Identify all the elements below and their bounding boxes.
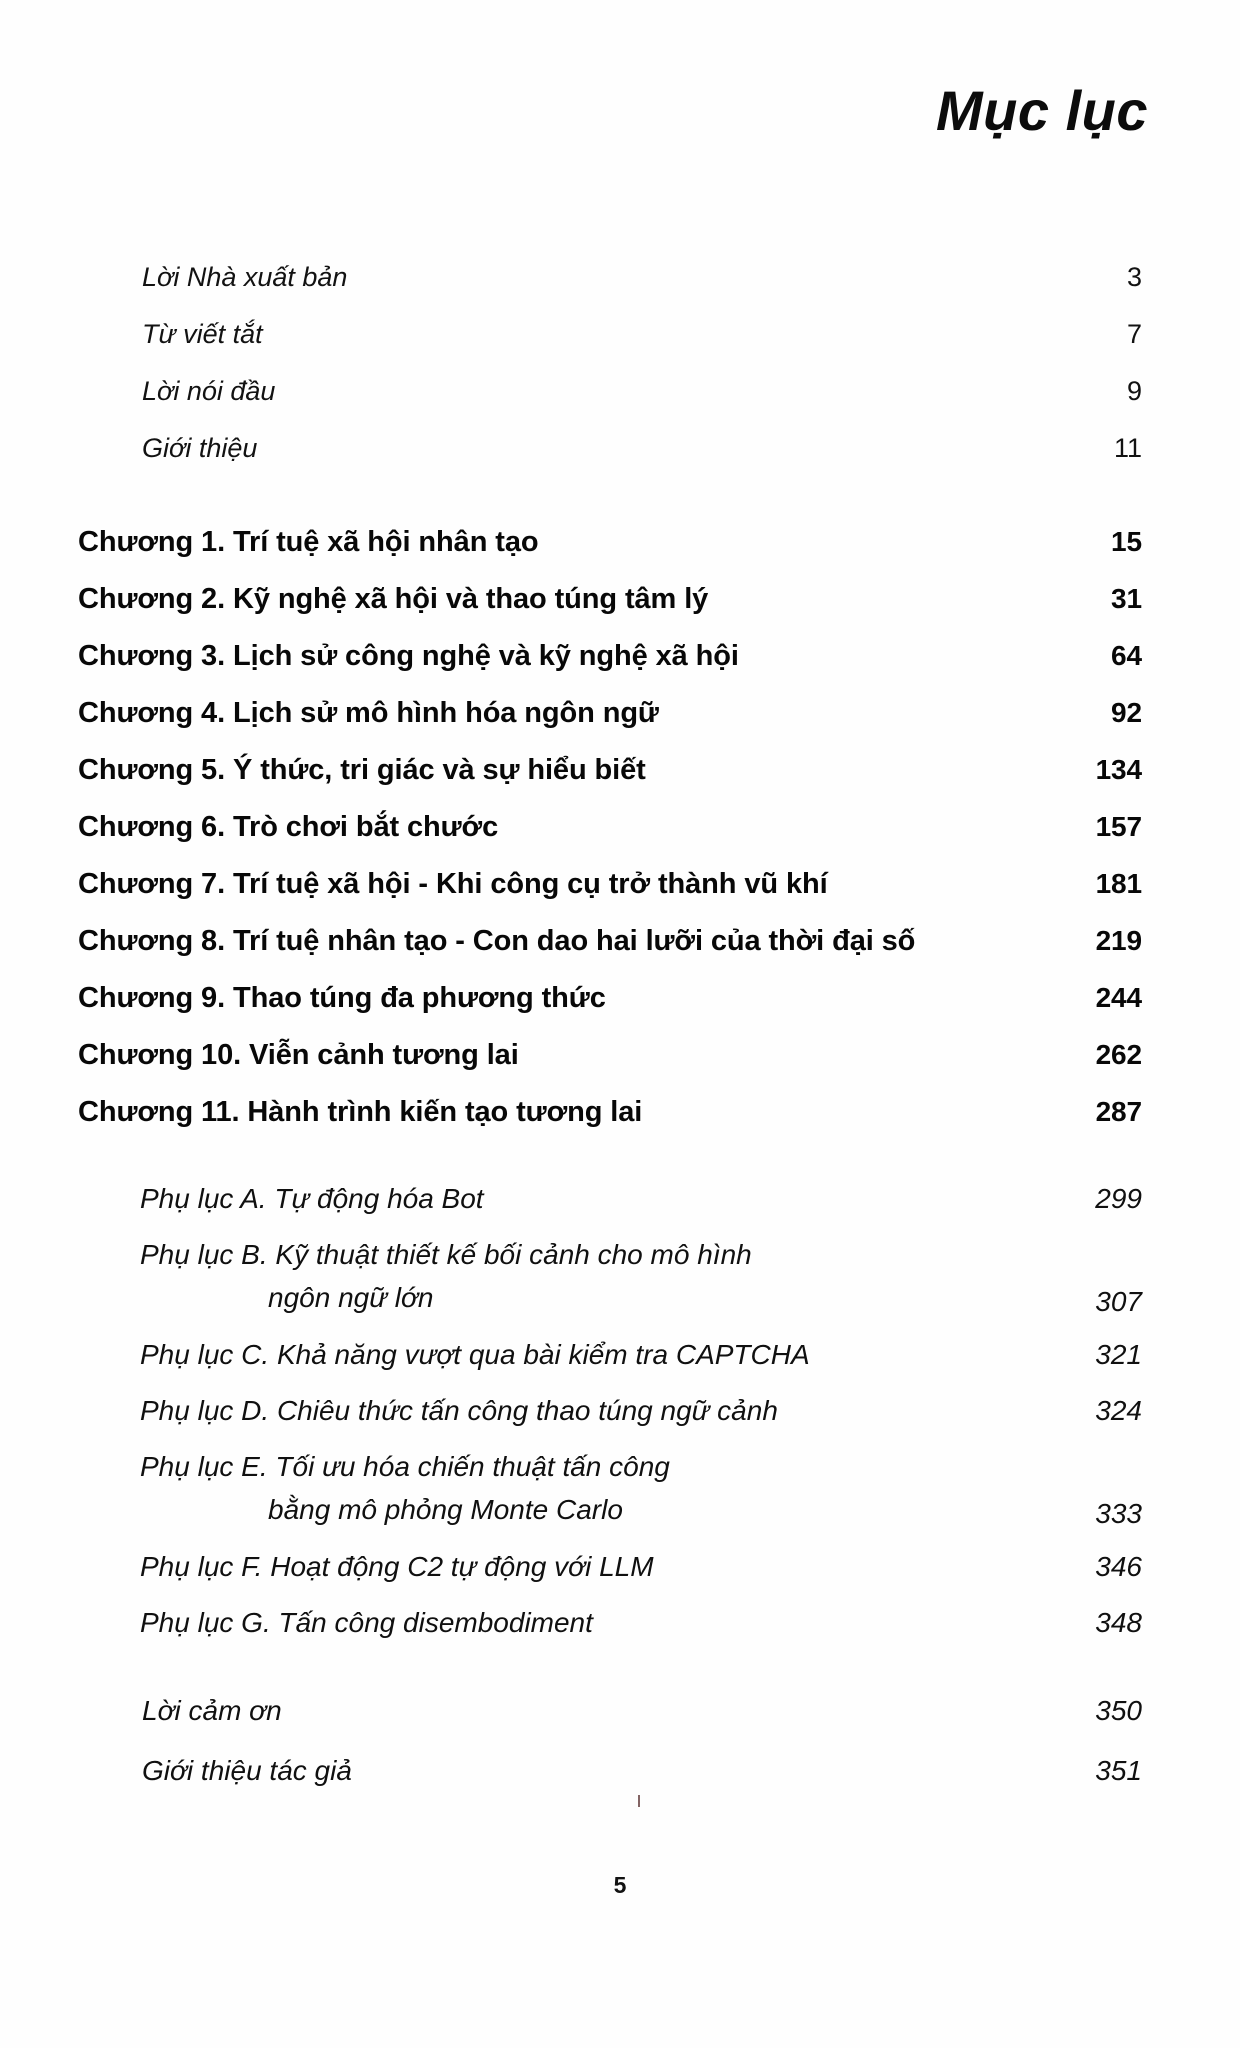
toc-appendix-entry[interactable] (140, 1607, 1142, 1663)
toc-front-matter-entry[interactable] (142, 376, 1142, 433)
toc-back-matter-entry-page-number: 351 (1095, 1755, 1142, 1786)
toc-appendix-entry-label-continuation: ngôn ngữ lớn (268, 1282, 434, 1313)
toc-chapter-entry-label: Chương 6. Trò chơi bắt chước (78, 811, 499, 843)
toc-chapter-entry[interactable] (78, 697, 1142, 754)
toc-chapter-entry-page-number: 244 (1095, 982, 1142, 1013)
toc-appendix-entry-label: Phụ lục E. Tối ưu hóa chiến thuật tấn công bằng mô phỏng Monte Carlo (140, 1451, 670, 1525)
toc-chapter-entry-label: Chương 7. Trí tuệ xã hội - Khi công cụ trở thành vũ khí (78, 868, 828, 900)
toc-chapter-entry-label: Chương 4. Lịch sử mô hình hóa ngôn ngữ (78, 697, 659, 729)
toc-appendix-entry-page-number: 333 (1095, 1498, 1142, 1529)
toc-front-matter-entry-label: Lời nói đầu (142, 376, 276, 406)
toc-appendix-entry-label: Phụ lục F. Hoạt động C2 tự động với LLM (140, 1551, 654, 1582)
back-matter-section (0, 1695, 1240, 1815)
toc-appendix-entry-label: Phụ lục C. Khả năng vượt qua bài kiểm tra CAPTCHA (140, 1339, 810, 1370)
toc-chapter-entry[interactable] (78, 868, 1142, 925)
toc-chapter-entry-page-number: 31 (1111, 583, 1142, 614)
toc-chapter-entry[interactable] (78, 925, 1142, 982)
toc-appendix-entry-page-number: 348 (1095, 1607, 1142, 1638)
toc-chapter-entry-page-number: 64 (1111, 640, 1142, 671)
page-number-folio: 5 (613, 1872, 627, 1898)
toc-front-matter-entry[interactable] (142, 262, 1142, 319)
front-matter-section (0, 262, 1240, 490)
toc-chapter-entry-page-number: 287 (1095, 1096, 1142, 1127)
toc-front-matter-entry-page-number: 3 (1126, 262, 1142, 292)
toc-appendix-entry[interactable] (140, 1451, 1142, 1551)
toc-back-matter-entry-label: Giới thiệu tác giả (142, 1755, 352, 1786)
toc-chapter-entry[interactable] (78, 811, 1142, 868)
toc-chapter-entry-page-number: 15 (1111, 526, 1142, 557)
toc-chapter-entry-page-number: 157 (1095, 811, 1142, 842)
toc-chapter-entry-label: Chương 2. Kỹ nghệ xã hội và thao túng tâm lý (78, 583, 709, 615)
toc-chapter-entry-label: Chương 10. Viễn cảnh tương lai (78, 1039, 519, 1071)
toc-appendix-entry-page-number: 321 (1095, 1339, 1142, 1370)
toc-chapter-entry[interactable] (78, 640, 1142, 697)
toc-front-matter-entry-page-number: 11 (1113, 433, 1142, 463)
toc-chapter-entry[interactable] (78, 583, 1142, 640)
toc-chapter-entry-label: Chương 1. Trí tuệ xã hội nhân tạo (78, 526, 539, 558)
toc-appendix-entry[interactable] (140, 1239, 1142, 1339)
toc-chapter-entry[interactable] (78, 754, 1142, 811)
toc-chapter-entry-label: Chương 9. Thao túng đa phương thức (78, 982, 606, 1014)
toc-front-matter-entry-label: Giới thiệu (142, 433, 258, 463)
toc-chapter-entry-label: Chương 3. Lịch sử công nghệ và kỹ nghệ xã hội (78, 640, 739, 672)
toc-appendix-entry[interactable] (140, 1551, 1142, 1607)
toc-front-matter-entry-label: Từ viết tắt (142, 319, 263, 349)
toc-chapter-entry-label: Chương 8. Trí tuệ nhân tạo - Con dao hai lưỡi của thời đại số (78, 925, 916, 957)
toc-appendix-entry[interactable] (140, 1395, 1142, 1451)
appendices-section (0, 1183, 1240, 1663)
toc-chapter-entry-label: Chương 5. Ý thức, tri giác và sự hiểu biết (78, 754, 646, 786)
toc-back-matter-entry-page-number: 350 (1095, 1695, 1142, 1726)
toc-appendix-entry-page-number: 346 (1095, 1551, 1142, 1582)
toc-appendix-entry-page-number: 307 (1095, 1286, 1142, 1317)
toc-appendix-entry-page-number: 324 (1095, 1395, 1142, 1426)
toc-appendix-entry-page-number: 299 (1095, 1183, 1142, 1214)
toc-back-matter-entry[interactable] (142, 1695, 1142, 1755)
toc-chapter-entry[interactable] (78, 982, 1142, 1039)
toc-content (0, 262, 1240, 1815)
toc-front-matter-entry-page-number: 9 (1126, 376, 1142, 406)
toc-chapter-entry[interactable] (78, 526, 1142, 583)
toc-chapter-entry-page-number: 219 (1095, 925, 1142, 956)
toc-chapter-entry[interactable] (78, 1096, 1142, 1153)
toc-chapter-entry-page-number: 134 (1095, 754, 1142, 785)
toc-chapter-entry-page-number: 262 (1095, 1039, 1142, 1070)
toc-appendix-entry-label: Phụ lục A. Tự động hóa Bot (140, 1183, 484, 1214)
toc-chapter-entry[interactable] (78, 1039, 1142, 1096)
chapters-section (0, 526, 1240, 1153)
toc-back-matter-entry-label: Lời cảm ơn (142, 1695, 282, 1726)
toc-appendix-entry[interactable] (140, 1339, 1142, 1395)
page-title: Mục lục (936, 79, 1148, 142)
toc-chapter-entry-label: Chương 11. Hành trình kiến tạo tương lai (78, 1096, 643, 1128)
toc-appendix-entry-label-continuation: bằng mô phỏng Monte Carlo (268, 1494, 623, 1525)
toc-back-matter-entry[interactable] (142, 1755, 1142, 1815)
toc-appendix-entry-label: Phụ lục D. Chiêu thức tấn công thao túng ngữ cảnh (140, 1395, 778, 1426)
toc-appendix-entry-label: Phụ lục G. Tấn công disembodiment (140, 1607, 593, 1638)
page-speck-artifact (638, 1795, 640, 1807)
toc-front-matter-entry[interactable] (142, 433, 1142, 490)
toc-appendix-entry[interactable] (140, 1183, 1142, 1239)
toc-front-matter-entry[interactable] (142, 319, 1142, 376)
toc-chapter-entry-page-number: 92 (1111, 697, 1142, 728)
toc-front-matter-entry-label: Lời Nhà xuất bản (142, 262, 348, 292)
toc-chapter-entry-page-number: 181 (1095, 868, 1142, 899)
toc-front-matter-entry-page-number: 7 (1126, 319, 1142, 349)
toc-appendix-entry-label: Phụ lục B. Kỹ thuật thiết kế bối cảnh cho mô hình ngôn ngữ lớn (140, 1239, 752, 1313)
